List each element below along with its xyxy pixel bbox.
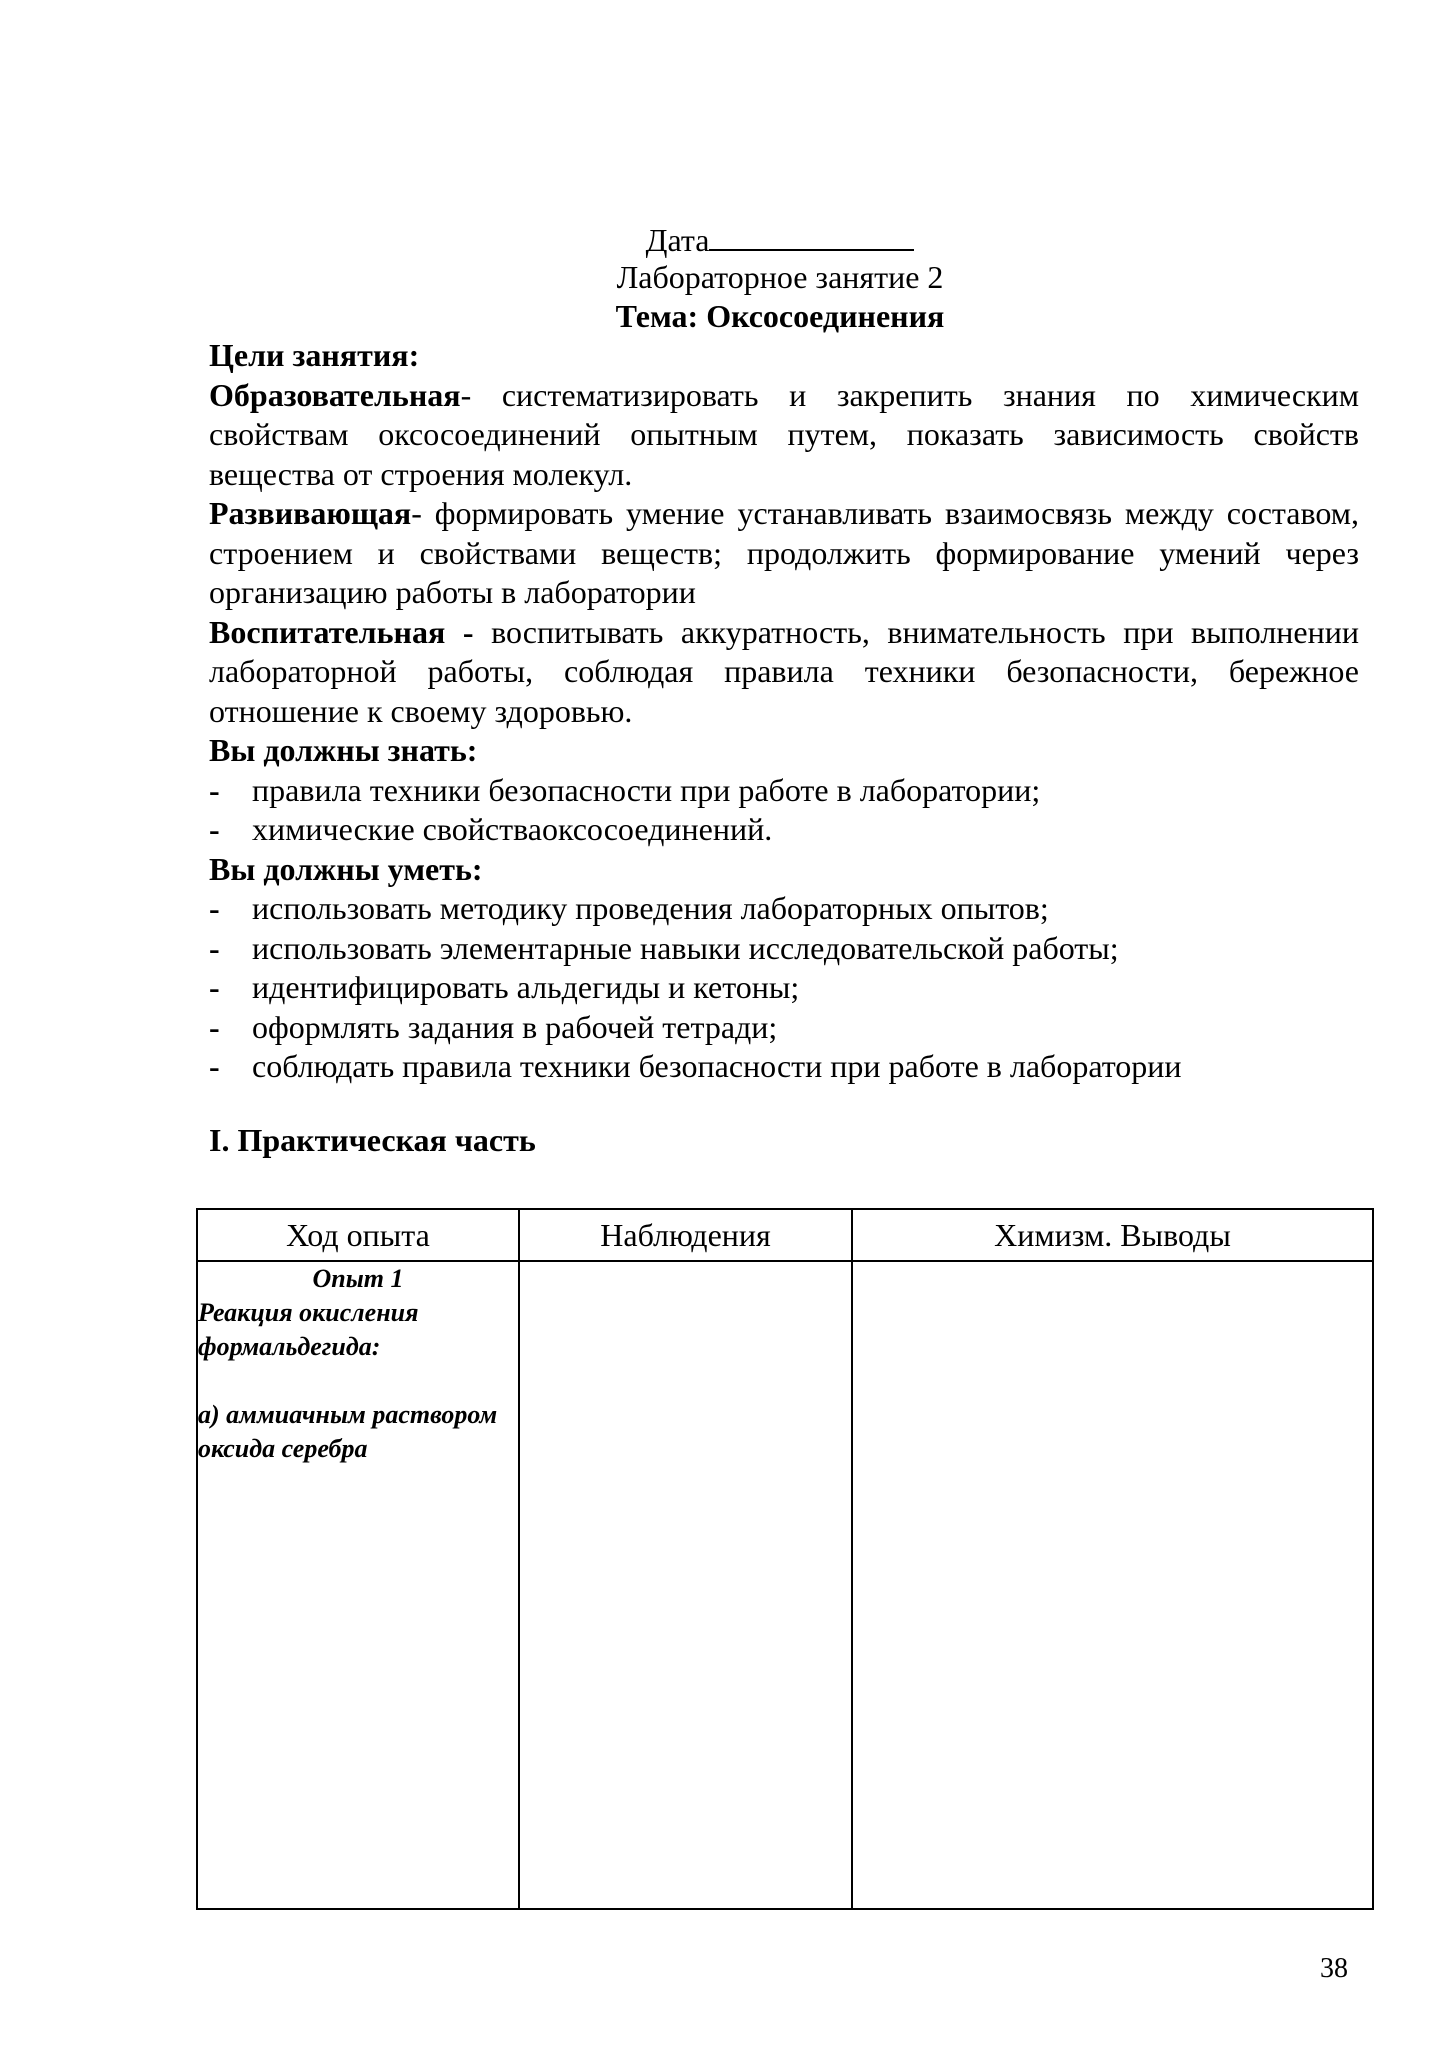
date-field	[555, 219, 1005, 260]
goal-developing-text: - формировать умение устанавливать взаимосвязь между составом, строением и свойствами веществ; продолжить формирование умений через организацию работы в лаборатории	[209, 495, 1359, 610]
page-number: 38	[1320, 1953, 1348, 1984]
list-item: - соблюдать правила техники безопасности при работе в лаборатории	[209, 1048, 1182, 1084]
goal-upbringing-text: воспитывать аккуратность, внимательность при выполнении лабораторной работы, соблюдая правила техники безопасности, бережное отношение к своему здоровью.	[209, 613, 1359, 729]
goal-developing-label: Развивающая	[209, 495, 412, 531]
observations-cell[interactable]	[519, 1261, 852, 1909]
experiment-description: Реакция окисления формальдегида:	[198, 1298, 419, 1361]
goal-upbringing	[209, 613, 1359, 732]
date-blank-line	[709, 219, 914, 251]
column-header-procedure: Ход опыта	[197, 1209, 519, 1261]
column-header-conclusions: Химизм. Выводы	[852, 1209, 1373, 1261]
goal-educational	[209, 376, 1359, 495]
practical-section-title: I. Практическая часть	[209, 1122, 536, 1158]
goal-educational-label: Образовательная	[209, 376, 461, 413]
list-item: - идентифицировать альдегиды и кетоны;	[209, 969, 800, 1005]
able-list	[209, 889, 1359, 1087]
conclusions-cell[interactable]	[852, 1261, 1373, 1909]
goal-educational-text: - систематизировать и закрепить знания по химическим свойствам оксосоединений опытным путем, показать зависимость свойств вещества от строения молекул.	[209, 376, 1359, 492]
able-heading: Вы должны уметь:	[209, 850, 483, 887]
table-header-row	[197, 1209, 1373, 1261]
list-item: - оформлять задания в рабочей тетради;	[209, 1008, 778, 1045]
experiment-cell	[197, 1261, 519, 1909]
goal-developing	[209, 494, 1359, 613]
list-item: - использовать методику проведения лабораторных опытов;	[209, 890, 1049, 926]
goal-upbringing-label: Воспитательная -	[209, 613, 474, 650]
date-label: Дата	[645, 222, 710, 258]
experiment-part-a: а) аммиачным раствором оксида серебра	[198, 1400, 498, 1463]
list-item: - правила техники безопасности при работе в лаборатории;	[209, 771, 1041, 808]
list-item: - использовать элементарные навыки исследовательской работы;	[209, 929, 1119, 966]
column-header-observations: Наблюдения	[519, 1209, 852, 1261]
document-body	[209, 336, 1359, 1087]
table-row	[197, 1261, 1373, 1909]
topic-title: Тема: Оксосоединения	[615, 298, 945, 334]
know-list	[209, 771, 1359, 850]
experiment-title: Опыт 1	[312, 1264, 404, 1293]
goals-heading: Цели занятия:	[209, 337, 420, 373]
lesson-title: Лабораторное занятие 2	[616, 259, 944, 295]
list-item: - химические свойстваоксосоединений.	[209, 811, 773, 847]
lab-table	[196, 1208, 1374, 1910]
know-heading: Вы должны знать:	[209, 732, 478, 768]
